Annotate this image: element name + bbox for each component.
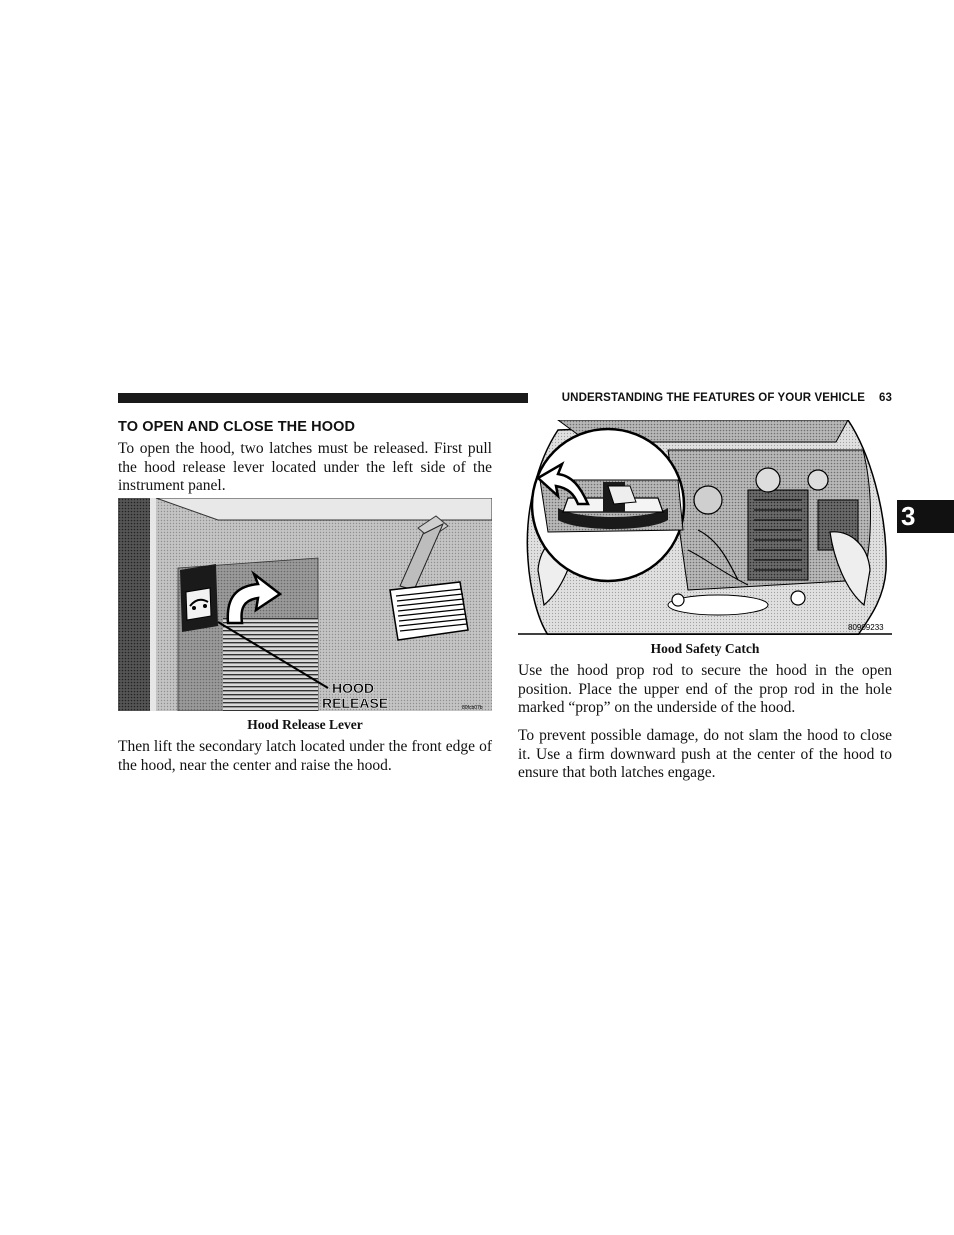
figure-code-release: 80fcb07b xyxy=(462,705,483,711)
intro-paragraph: To open the hood, two latches must be released. First pull the hood release lever located under the left side of the instrument panel. xyxy=(118,440,492,494)
running-title: UNDERSTANDING THE FEATURES OF YOUR VEHICLE xyxy=(561,392,865,404)
hood-safety-catch-illustration xyxy=(518,420,892,635)
hood-release-label-line2: RELEASE xyxy=(322,695,389,711)
page-number: 63 xyxy=(879,392,892,404)
closing-paragraph: To prevent possible damage, do not slam the hood to close it. Use a firm downward push at the center of the hood to ensure that both latches engage. xyxy=(518,727,892,781)
section-title: TO OPEN AND CLOSE THE HOOD xyxy=(118,419,356,435)
header-rule xyxy=(118,393,528,403)
hood-release-caption: Hood Release Lever xyxy=(247,717,363,732)
hood-release-label-line1: HOOD xyxy=(332,680,374,696)
left-column xyxy=(118,418,492,496)
hood-safety-catch-caption: Hood Safety Catch xyxy=(650,641,760,656)
hood-release-illustration xyxy=(118,498,492,711)
chapter-tab: 3 xyxy=(897,500,954,533)
running-header xyxy=(538,390,892,406)
figure-code-catch: 80909233 xyxy=(848,623,884,632)
secondary-latch-paragraph: Then lift the secondary latch located under the front edge of the hood, near the center and raise the hood. xyxy=(118,738,492,774)
prop-rod-paragraph: Use the hood prop rod to secure the hood in the open position. Place the upper end of the prop rod in the hole marked “prop” on the underside of the hood. xyxy=(518,662,892,716)
